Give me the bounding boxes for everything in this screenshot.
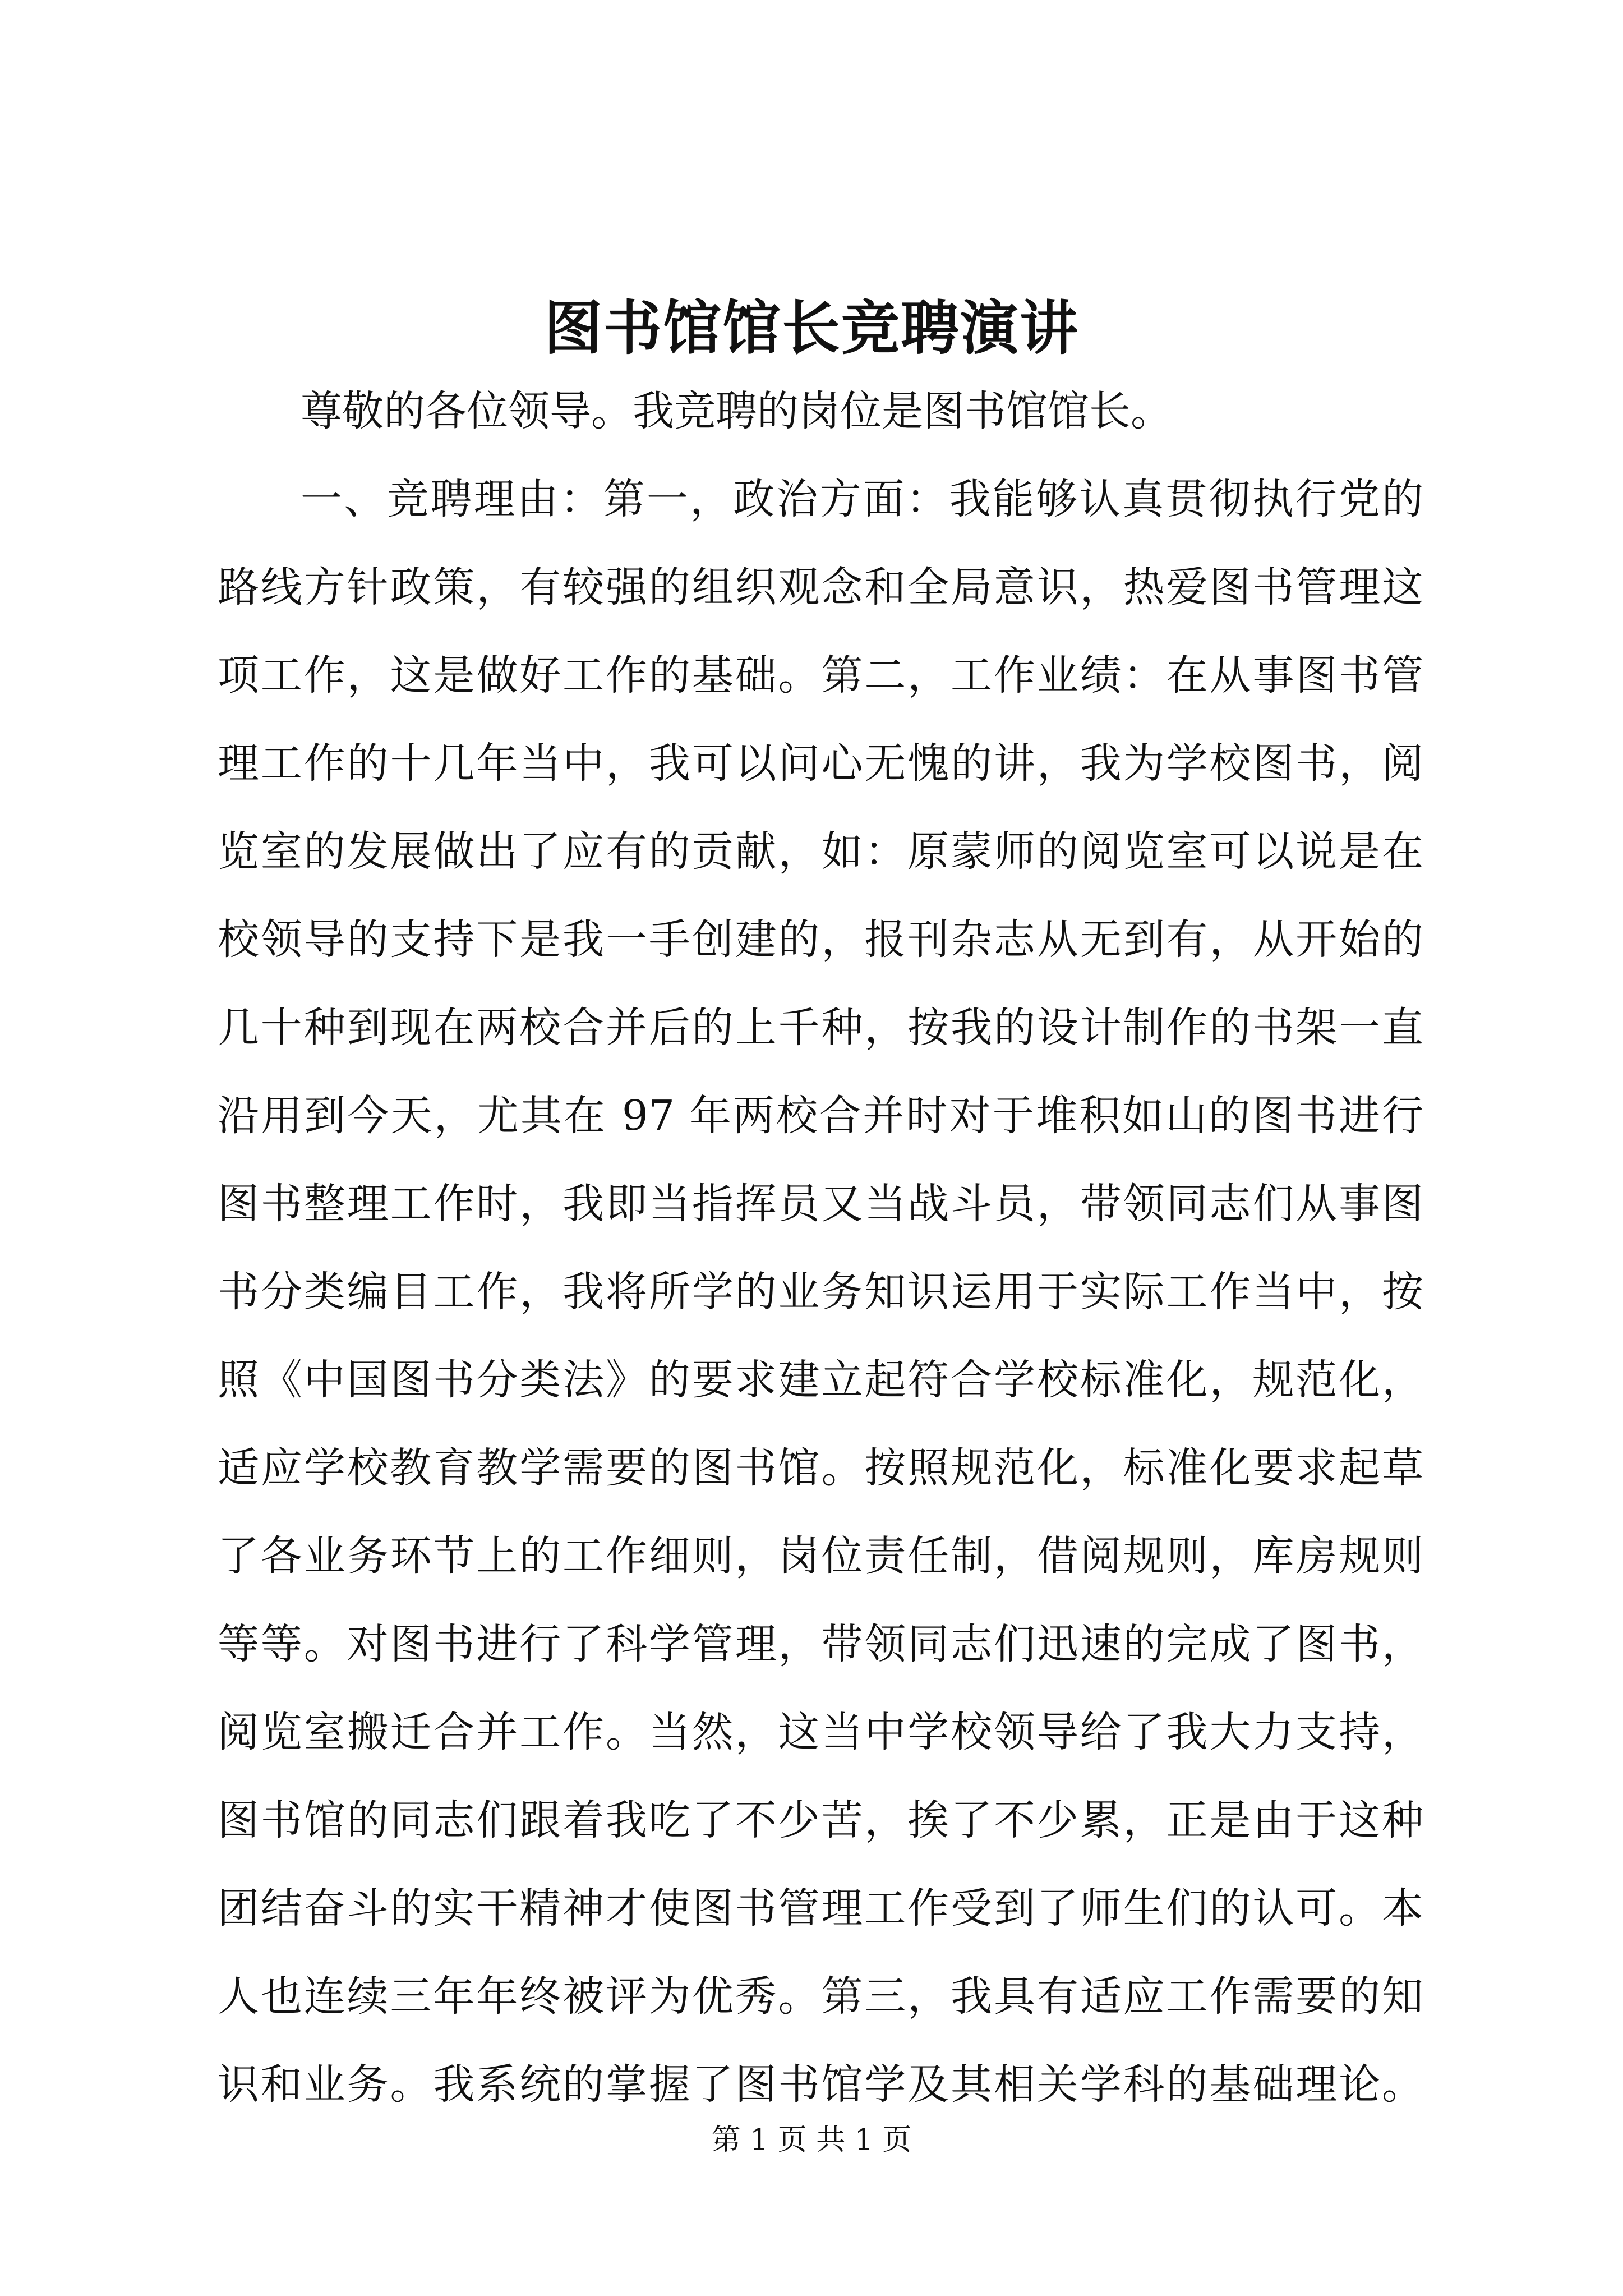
body-line: 理工作的十几年当中，我可以问心无愧的讲，我为学校图书，阅 — [218, 739, 1423, 788]
body-line: 沿用到今天，尤其在 97 年两校合并时对于堆积如山的图书进行 — [218, 1092, 1423, 1140]
body-line: 尊敬的各位领导。我竞聘的岗位是图书馆馆长。 — [301, 387, 1172, 435]
body-line: 了各业务环节上的工作细则，岗位责任制，借阅规则，库房规则 — [218, 1532, 1423, 1580]
document-title: 图书馆馆长竞聘演讲 — [543, 293, 1079, 362]
document-body — [218, 367, 1423, 2129]
body-line: 几十种到现在两校合并后的上千种，按我的设计制作的书架一直 — [218, 1004, 1423, 1052]
page-footer: 第 1 页 共 1 页 — [711, 2123, 912, 2157]
body-line: 图书馆的同志们跟着我吃了不少苦，挨了不少累，正是由于这种 — [218, 1796, 1423, 1844]
body-line: 团结奋斗的实干精神才使图书管理工作受到了师生们的认可。本 — [218, 1884, 1423, 1932]
body-line: 照《中国图书分类法》的要求建立起符合学校标准化，规范化， — [218, 1356, 1423, 1404]
body-line: 书分类编目工作，我将所学的业务知识运用于实际工作当中，按 — [218, 1268, 1423, 1316]
body-line: 一、竞聘理由：第一，政治方面：我能够认真贯彻执行党的 — [301, 475, 1423, 523]
body-line: 人也连续三年年终被评为优秀。第三，我具有适应工作需要的知 — [218, 1972, 1423, 2021]
body-line: 图书整理工作时，我即当指挥员又当战斗员，带领同志们从事图 — [218, 1180, 1423, 1228]
body-line: 路线方针政策，有较强的组织观念和全局意识，热爱图书管理这 — [218, 563, 1423, 611]
body-line: 识和业务。我系统的掌握了图书馆学及其相关学科的基础理论。 — [218, 2060, 1423, 2109]
body-line: 项工作，这是做好工作的基础。第二，工作业绩：在从事图书管 — [218, 651, 1423, 700]
body-line: 阅览室搬迁合并工作。当然，这当中学校领导给了我大力支持， — [218, 1708, 1423, 1756]
body-line: 校领导的支持下是我一手创建的，报刊杂志从无到有，从开始的 — [218, 915, 1423, 964]
body-line: 览室的发展做出了应有的贡献，如：原蒙师的阅览室可以说是在 — [218, 827, 1423, 876]
body-line: 适应学校教育教学需要的图书馆。按照规范化，标准化要求起草 — [218, 1444, 1423, 1492]
body-line: 等等。对图书进行了科学管理，带领同志们迅速的完成了图书， — [218, 1620, 1423, 1668]
